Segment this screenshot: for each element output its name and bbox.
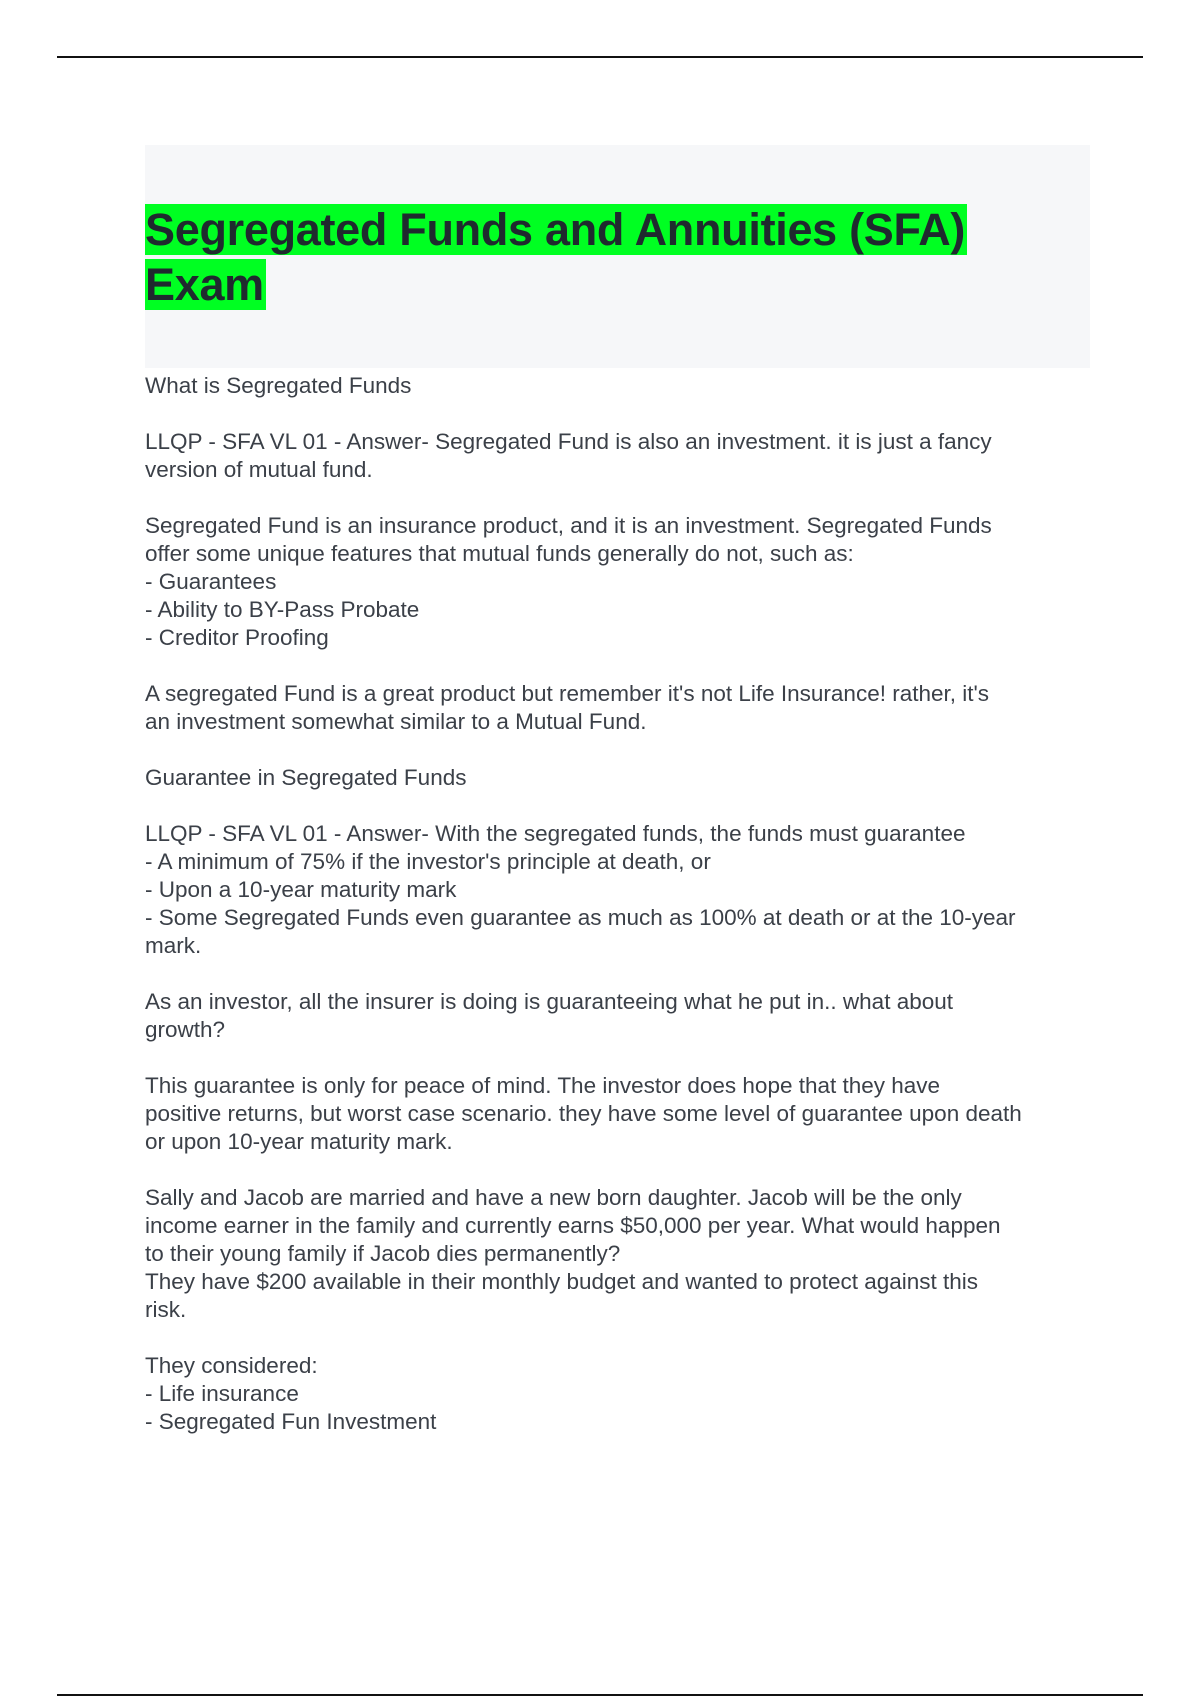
answer-paragraph: LLQP - SFA VL 01 - Answer- With the segregated funds, the funds must guarantee - A minimum of 75% if the investor's principle at death, or - Upon a 10-year maturity mark - Some Segregated Funds even guarantee as much as 100% at death or at the 10-year mark. <box>145 821 1016 958</box>
document-title <box>145 202 1090 312</box>
question-heading: Guarantee in Segregated Funds <box>145 765 467 790</box>
body-paragraph: This guarantee is only for peace of mind. The investor does hope that they have positive returns, but worst case scenario. they have some level of guarantee upon death or upon 10-year maturity mark. <box>145 1073 1022 1154</box>
body-paragraph: Sally and Jacob are married and have a new born daughter. Jacob will be the only income earner in the family and currently earns $50,000 per year. What would happen to their young family if Jacob dies permanently? They have $200 available in their monthly budget and wanted to protect against this risk. <box>145 1185 1001 1322</box>
answer-paragraph: LLQP - SFA VL 01 - Answer- Segregated Fund is also an investment. it is just a fancy version of mutual fund. <box>145 429 992 482</box>
question-heading: What is Segregated Funds <box>145 373 412 398</box>
title-line-1: Segregated Funds and Annuities (SFA) <box>145 204 966 255</box>
document-body <box>145 372 1090 1436</box>
body-paragraph: As an investor, all the insurer is doing is guaranteeing what he put in.. what about growth? <box>145 989 954 1042</box>
footer-rule <box>57 1694 1143 1696</box>
title-block <box>145 145 1090 368</box>
document-page <box>145 145 1090 1464</box>
body-paragraph: A segregated Fund is a great product but remember it's not Life Insurance! rather, it's an investment somewhat similar to a Mutual Fund. <box>145 681 990 734</box>
body-paragraph: Segregated Fund is an insurance product, and it is an investment. Segregated Funds offer some unique features that mutual funds generally do not, such as: - Guarantees - Ability to BY-Pass Probate - Creditor Proofing <box>145 513 992 650</box>
body-paragraph: They considered: - Life insurance - Segregated Fun Investment <box>145 1353 437 1434</box>
header-rule <box>57 56 1143 58</box>
title-line-2: Exam <box>145 259 264 310</box>
